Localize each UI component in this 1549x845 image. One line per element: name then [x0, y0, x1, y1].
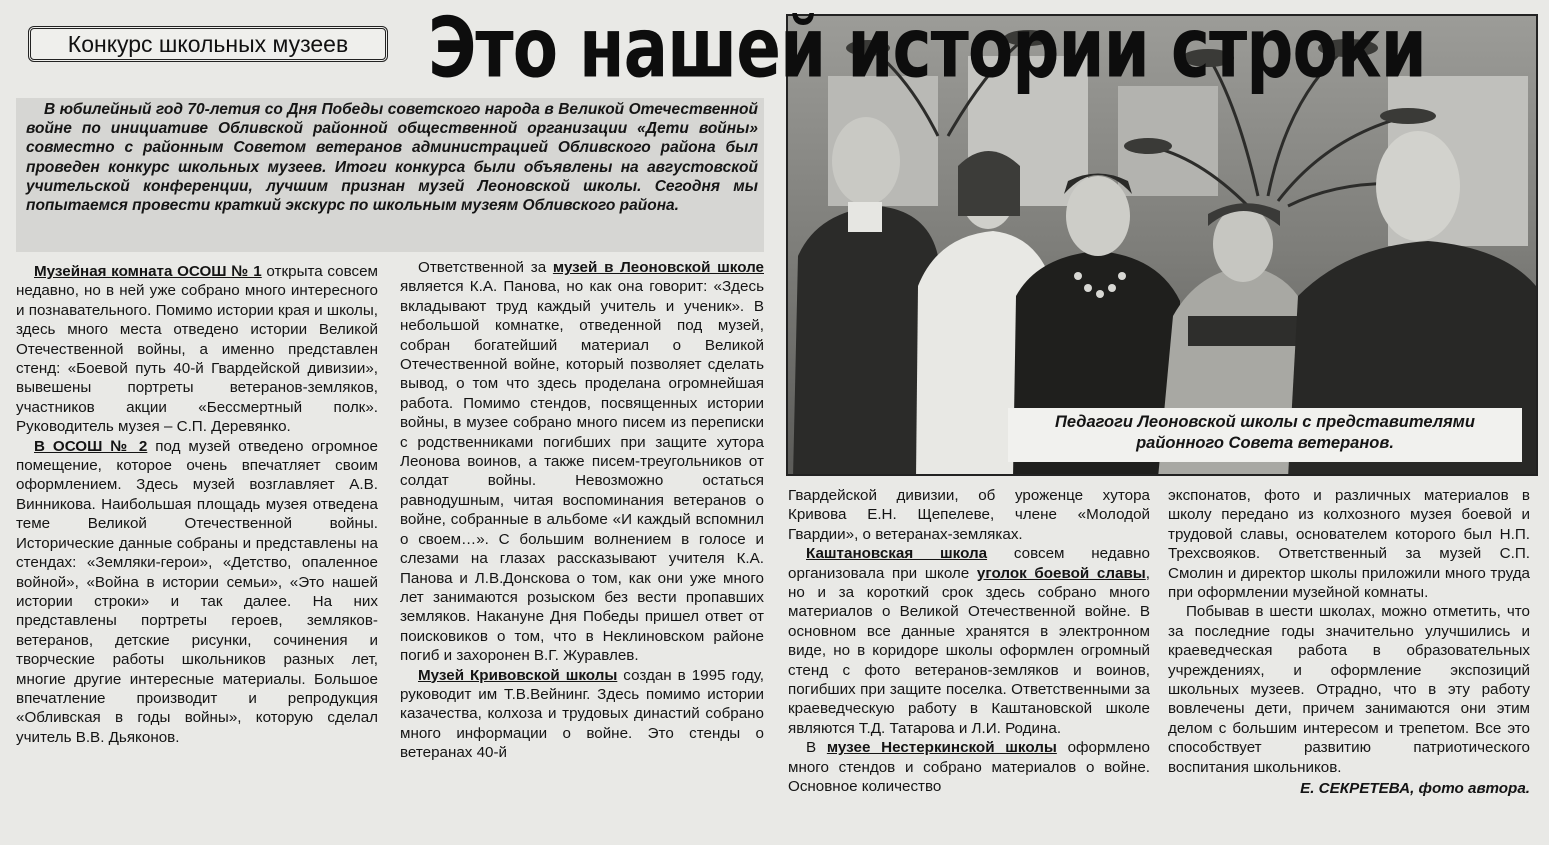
paragraph	[16, 437, 378, 748]
paragraph	[788, 486, 1150, 544]
section-link-nesterkinskaya: музее Нестеркинской школы	[826, 739, 1057, 757]
author-signature: Е. СЕКРЕТЕВА, фото автора.	[1300, 780, 1530, 798]
paragraph-text: под музей отведено огромное помещение, которое очень впечатляет своим оформлением. Здесь музей возглавляет А.В. Винникова. Наибольшая площадь музея отведена теме Великой Отечественной войны. Исторические данные собраны и представлены на стендах: «Земляки-герои», «Детство, опаленное войной», «Война в истории семьи», «Это нашей истории строки» и так далее. На них представлены портреты героев, земляков-ветеранов, детские рисунки, сочинения и творческие работы школьников разных лет, многие другие интересные материалы. Большое впечатление производит и репродукция «Обливская в годы войны», которую сделал учитель В.В. Дьяконов.	[16, 437, 378, 746]
paragraph	[400, 258, 764, 666]
article-column-2	[400, 258, 764, 842]
paragraph-text: Ответственной за	[418, 259, 553, 276]
section-link-kashtanovskaya: Каштановская школа	[806, 545, 988, 563]
article-lead: В юбилейный год 70-летия со Дня Победы советского народа в Великой Отечественной войне по инициативе Обливской районной общественной организации «Дети войны» совместно с районным Советом ветеранов администрацией Обливского района был проведен конкурс школьных музеев. Итоги конкурса были объявлены на августовской учительской конференции, лучшим признан музей Леоновской школы. Сегодня мы попытаемся провести краткий экскурс по школьным музеям Обливского района.	[16, 98, 764, 252]
paragraph-text: совсем недавно организовала при школе	[788, 545, 1150, 582]
section-rubric: Конкурс школьных музеев	[28, 26, 388, 62]
paragraph	[1168, 486, 1530, 602]
paragraph-text: создан в 1995 году, руководит им Т.В.Вейнинг. Здесь помимо истории казачества, колхоза и трудовых династий собрано много информации о войне. Это стенды о ветеранах 40-й	[400, 666, 764, 762]
paragraph-text: В	[806, 739, 827, 757]
paragraph-text: , но и за короткий срок здесь собрано много материалов о Великой Отечественной войне. В основном все данные хранятся в электронном виде, но в коридоре школы оформлен огромный стенд с фото ветеранов-земляков и воинов, погибших при защите поселка. Ответственными за краеведческую работу в Каштановской школе являются Т.Д. Татарова и Л.И. Родина.	[788, 564, 1150, 737]
paragraph	[1168, 602, 1530, 777]
section-link-ugolok: уголок боевой славы	[976, 564, 1146, 582]
article-headline: Это нашей истории строки	[428, 0, 1426, 97]
section-link-krivovskaya: Музей Кривовской школы	[418, 666, 618, 684]
paragraph-text: оформлено много стендов и собрано материалов о войне. Основное количество	[788, 739, 1150, 796]
section-link-ososh2: В ОСОШ № 2	[34, 437, 148, 455]
paragraph-text: Гвардейской дивизии, об уроженце хутора Кривова Е.Н. Щепелеве, члене «Молодой Гвардии», о ветеранах-земляках.	[788, 487, 1150, 543]
article-column-4	[1168, 486, 1530, 842]
paragraph-text: экспонатов, фото и различных материалов в школу передано из колхозного музея боевой и трудовой славы, основателем которого был Н.П. Трехсвояков. Ответственный за музей С.П. Смолин и директор школы приложили много труда при оформлении музейной комнаты.	[1168, 487, 1530, 602]
section-link-ososh1: Музейная комната ОСОШ № 1	[34, 263, 262, 280]
caption-line-2: районного Совета ветеранов.	[1136, 434, 1394, 452]
photo-caption	[1008, 408, 1522, 462]
caption-line-1: Педагоги Леоновской школы с представителями	[1055, 413, 1475, 431]
paragraph	[788, 738, 1150, 796]
paragraph	[16, 262, 378, 437]
paragraph	[788, 544, 1150, 738]
article-column-1	[16, 262, 378, 842]
paragraph-text: Побывав в шести школах, можно отметить, что за последние годы значительно улучшились и краеведческая работа в образовательных учреждениях, и оформление экспозиций школьных музеев. Отрадно, что в эту работу вовлечены дети, причем занимаются они этим делом с большим интересом и трепетом. Все это способствует развитию патриотического воспитания школьников.	[1168, 603, 1530, 776]
section-link-leonovskaya: музей в Леоновской школе	[552, 259, 764, 276]
article-column-3	[788, 486, 1150, 842]
paragraph	[400, 666, 764, 763]
paragraph-text: является К.А. Панова, но как она говорит: «Здесь вкладывают труд каждый учитель и ученик». В небольшой комнатке, отведенной под музей, собран богатейший материал о Великой Отечественной войне, который позволяет сделать вывод, о том что здесь проделана огромнейшая работа. Помимо стендов, посвященных истории войны, в музее собрано много писем из переписки с родственниками погибших при защите хутора Леонова воинов, а также писем-треугольников от солдат войны. Невозможно остаться равнодушным, читая воспоминания ветеранов о войне, собранные в альбоме «И каждый вспомнил о своем…». С большим волнением в голосе и слезами на глазах рассказывают учителя К.А. Панова и Л.В.Донскова о том, как они уже много лет занимаются розыском без вести пропавших земляков. Накануне Дня Победы пришел ответ от поисковиков о том, что в Неклиновском районе погиб и захоронен В.Г. Журавлев.	[400, 278, 764, 665]
paragraph-text: открыта совсем недавно, но в ней уже собрано много интересного и познавательного. Помимо истории края и школы, здесь много места отведено истории Великой Отечественной войны, а именно представлен стенд: «Боевой путь 40-й Гвардейской дивизии», вывешены портреты ветеранов-земляков, участников акции «Бессмертный полк». Руководитель музея – С.П. Деревянко.	[16, 263, 378, 436]
